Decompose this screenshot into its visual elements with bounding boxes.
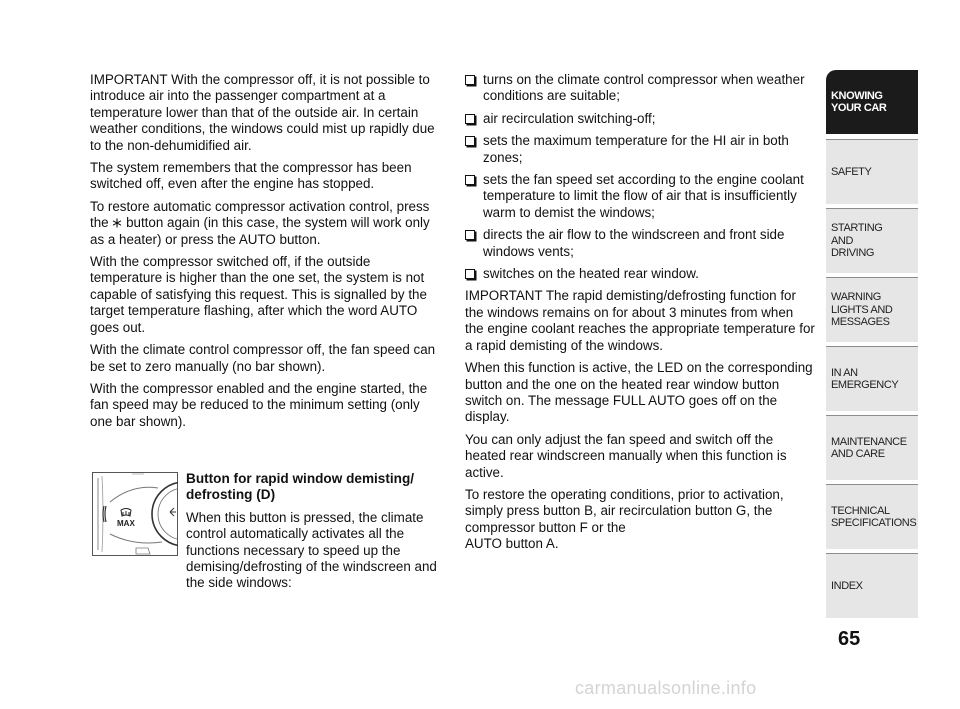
list-item-text: turns on the climate control compressor when weather conditions are suitable; xyxy=(483,72,805,104)
paragraph-important-duration: IMPORTANT The rapid demisting/defrosting function for the windows remains on for about 3 minutes from when the engine coolant reaches the appropriate temperature for a rapid demisting of the windows. xyxy=(465,288,815,353)
checkbox-bullet-icon xyxy=(465,136,475,146)
section-body: When this button is pressed, the climate control automatically activates all the functions necessary to speed up the demising/defrosting of the windscreen and the side windows: xyxy=(186,509,437,591)
sidebar-tab-maintenance[interactable] xyxy=(826,415,918,480)
list-item-text: sets the fan speed set according to the engine coolant temperature to limit the flow of air that is insufficiently warm to demist the windows; xyxy=(483,172,804,220)
sidebar-tab-index[interactable] xyxy=(826,553,918,618)
sidebar-tab-warning-lights[interactable] xyxy=(826,277,918,342)
sidebar-tab-emergency[interactable] xyxy=(826,346,918,411)
restore-conditions-line2: AUTO button A. xyxy=(465,536,559,552)
sidebar-tab-label: TECHNICAL SPECIFICATIONS xyxy=(831,504,917,529)
checkbox-bullet-icon xyxy=(465,175,475,185)
sidebar-tab-safety[interactable] xyxy=(826,139,918,204)
checkbox-bullet-icon xyxy=(465,114,475,124)
restore-text-part1: To restore automatic compressor activation control, press the xyxy=(90,198,430,231)
restore-conditions-line1: To restore the operating conditions, prior to activation, simply press button B, air recirculation button G, the compressor button F or the xyxy=(465,486,784,535)
paragraph-manual-adjust: You can only adjust the fan speed and switch off the heated rear windscreen manually when this function is active. xyxy=(465,431,787,480)
list-item xyxy=(465,111,815,127)
function-list xyxy=(465,72,815,282)
list-item-text: air recirculation switching-off; xyxy=(483,110,656,126)
page-number: 65 xyxy=(838,628,861,650)
max-label: MAX xyxy=(117,519,135,528)
checkbox-bullet-icon xyxy=(465,269,475,279)
paragraph-restore-conditions xyxy=(465,487,815,553)
sidebar-tab-label: KNOWING YOUR CAR xyxy=(831,89,887,114)
checkbox-bullet-icon xyxy=(465,230,475,240)
list-item xyxy=(465,133,815,166)
list-item-text: directs the air flow to the windscreen and front side windows vents; xyxy=(483,227,785,259)
paragraph-fan-minimum: With the compressor enabled and the engine started, the fan speed may be reduced to the minimum setting (only one bar shown). xyxy=(90,380,428,429)
list-item xyxy=(465,172,815,221)
list-item-text: sets the maximum temperature for the HI air in both zones; xyxy=(483,133,789,165)
paragraph-fan-zero: With the climate control compressor off, the fan speed can be set to zero manually (no bar shown). xyxy=(90,342,436,374)
sidebar-tab-label: STARTING AND DRIVING xyxy=(831,222,883,260)
sidebar-tab-label: MAINTENANCE AND CARE xyxy=(831,435,907,460)
watermark: carmanualsonline.info xyxy=(575,678,757,698)
list-item xyxy=(465,266,815,282)
paragraph-led-status: When this function is active, the LED on the corresponding button and the one on the heated rear window button switch on. The message FULL AUTO goes off on the display. xyxy=(465,360,813,425)
rapid-demisting-section xyxy=(186,471,444,592)
sidebar-tab-label: INDEX xyxy=(831,579,863,592)
paragraph-outside-temperature: With the compressor switched off, if the outside temperature is higher than the one set, the system is not capable of satisfying this request. This is signalled by the target temperature flashing, after which the word AUTO goes out. xyxy=(90,254,427,335)
paragraph-memory: The system remembers that the compressor has been switched off, even after the engine has stopped. xyxy=(90,160,412,192)
snowflake-icon xyxy=(112,218,122,228)
paragraph-compressor-off: IMPORTANT With the compressor off, it is not possible to introduce air into the passenger compartment at a temperature lower than that of the outside air. In certain weather conditions, the windows could mist up rapidly due to the non-dehumidified air. xyxy=(90,72,435,153)
restore-text-part2: button again (in this case, the system will work only as a heater) or press the AUTO button. xyxy=(90,215,430,247)
left-column xyxy=(90,72,438,436)
sidebar-tab-label: IN AN EMERGENCY xyxy=(831,366,899,391)
section-heading: Button for rapid window demisting/ defrosting (D) xyxy=(186,471,415,503)
demist-button-illustration xyxy=(92,472,178,556)
sidebar-tab-label: SAFETY xyxy=(831,165,872,178)
sidebar-tab-knowing-your-car[interactable] xyxy=(826,70,918,134)
list-item xyxy=(465,72,815,105)
sidebar-tab-starting-and-driving[interactable] xyxy=(826,208,918,273)
checkbox-bullet-icon xyxy=(465,75,475,85)
paragraph-restore-compressor xyxy=(90,199,438,248)
list-item-text: switches on the heated rear window. xyxy=(483,266,699,282)
right-column xyxy=(465,72,815,559)
sidebar-tab-label: WARNING LIGHTS AND MESSAGES xyxy=(831,291,893,329)
sidebar-tab-technical-specifications[interactable] xyxy=(826,484,918,549)
list-item xyxy=(465,227,815,260)
